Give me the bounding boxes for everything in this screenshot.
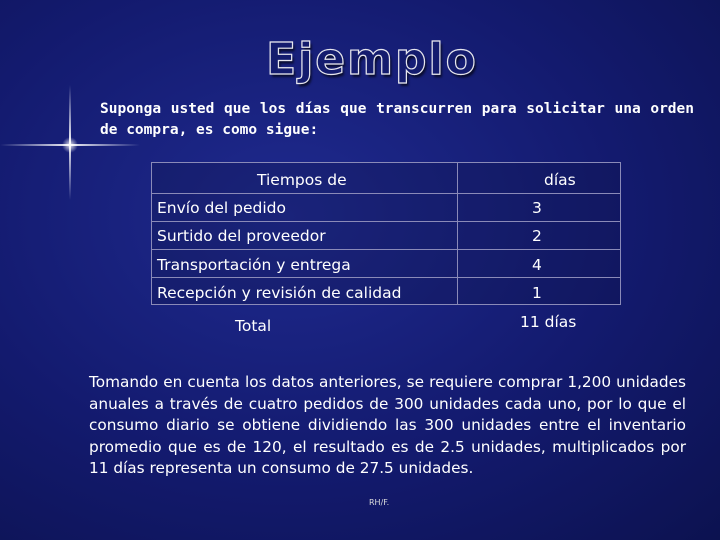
table-row-label: Surtido del proveedor xyxy=(157,227,326,245)
table-row-divider xyxy=(152,193,620,194)
explanation-paragraph: Tomando en cuenta los datos anteriores, se requiere comprar 1,200 unidades anuales a través de cuatro pedidos de 300 unidades cada uno, por lo que el consumo diario se obtiene dividiendo las 300 unidades entre el inventario promedio que es de 120, el resultado es de 2.5 unidades, multiplicados por 11 días representa un consumo de 27.5 unidades. xyxy=(89,373,686,477)
intro-text: Suponga usted que los días que transcurren para solicitar una orden de compra, es como sigue: xyxy=(100,101,694,138)
table-row-label: Transportación y entrega xyxy=(157,256,351,274)
lead-time-table xyxy=(151,162,621,305)
table-row-value: 2 xyxy=(532,227,542,245)
table-column-divider xyxy=(457,163,458,304)
table-row-label: Recepción y revisión de calidad xyxy=(157,284,402,302)
table-total-value: 11 días xyxy=(520,313,577,331)
table-row-value: 4 xyxy=(532,256,542,274)
table-row-value: 3 xyxy=(532,199,542,217)
slide-title: Ejemplo xyxy=(266,34,478,85)
table-total-label: Total xyxy=(235,317,272,335)
footer-initials: RH/F. xyxy=(369,498,390,507)
light-flare-center xyxy=(62,137,78,153)
table-row-divider xyxy=(152,221,620,222)
table-header-dias: días xyxy=(544,171,576,189)
table-row-divider xyxy=(152,249,620,250)
table-row-value: 1 xyxy=(532,284,542,302)
table-row-divider xyxy=(152,277,620,278)
table-header-tiempos: Tiempos de xyxy=(257,171,347,189)
table-row-label: Envío del pedido xyxy=(157,199,286,217)
